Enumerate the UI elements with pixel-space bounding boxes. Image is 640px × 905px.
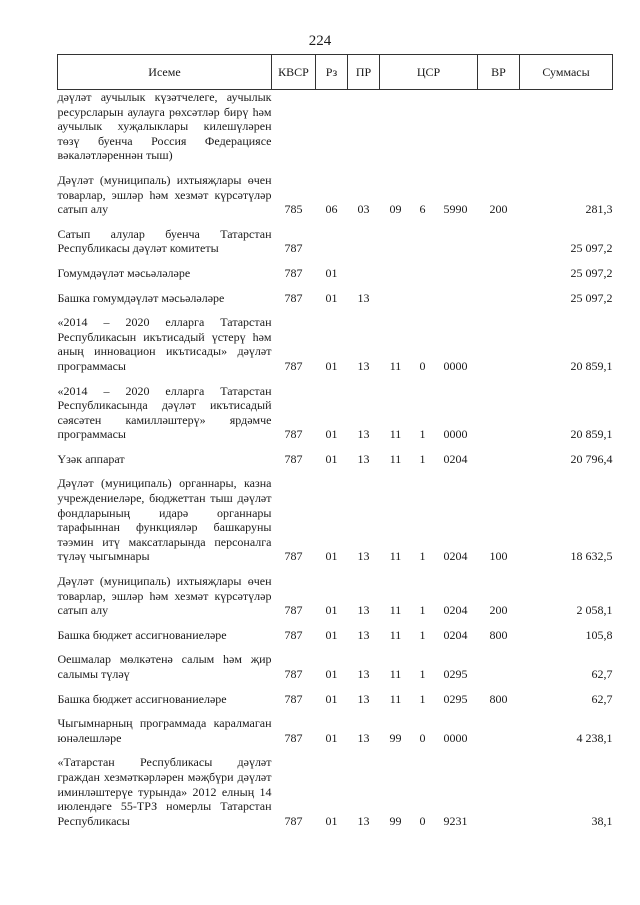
table-row xyxy=(58,90,613,165)
row-csr-subprogram: 1 xyxy=(419,603,426,618)
row-csr-program xyxy=(380,258,412,283)
row-kvsr: 787 xyxy=(284,241,303,256)
row-sum: 281,3 xyxy=(585,202,613,217)
row-name: Башка бюджет ассигнованиеләре xyxy=(57,627,227,642)
row-sum: 4 238,1 xyxy=(576,730,613,745)
row-sum: 20 859,1 xyxy=(570,358,613,373)
row-csr-program xyxy=(380,90,412,165)
row-csr-program: 11 xyxy=(389,691,402,706)
row-kvsr: 787 xyxy=(284,549,303,564)
page-number: 224 xyxy=(308,33,332,49)
row-pr: 13 xyxy=(357,730,370,745)
row-name: Чыгымнарның программада каралмаган юнәлешләре xyxy=(57,716,272,745)
row-rz: 06 xyxy=(325,202,338,217)
row-kvsr: 787 xyxy=(284,627,303,642)
row-csr-program: 11 xyxy=(389,667,402,681)
row-pr: 13 xyxy=(357,549,370,564)
row-kvsr: 787 xyxy=(284,730,303,745)
table-row xyxy=(58,566,613,620)
row-name: Оешмалар мөлкәтенә салым һәм җир салымы түләү xyxy=(57,652,272,681)
table-row xyxy=(58,283,613,308)
row-pr: 13 xyxy=(357,427,370,442)
row-pr: 13 xyxy=(357,451,370,466)
row-kvsr: 787 xyxy=(284,358,303,373)
row-pr xyxy=(348,90,380,165)
row-rz: 01 xyxy=(325,549,338,564)
row-kvsr xyxy=(272,90,316,165)
row-sum: 25 097,2 xyxy=(570,290,613,305)
row-csr-subprogram xyxy=(412,283,434,308)
row-csr-direction: 9231 xyxy=(443,813,468,828)
row-vr xyxy=(478,444,520,469)
row-csr-subprogram: 1 xyxy=(419,549,426,564)
row-name: Сатып алулар буенча Татарстан Республикасы дәүләт комитеты xyxy=(57,226,272,256)
row-csr-direction: 0295 xyxy=(443,667,468,681)
row-vr xyxy=(478,307,520,375)
row-csr-subprogram: 0 xyxy=(419,813,426,828)
row-csr-subprogram: 1 xyxy=(419,627,426,642)
row-pr xyxy=(348,219,380,258)
table-row xyxy=(58,219,613,258)
row-name: Дәүләт (муниципаль) ихтыяҗлары өчен товарлар, эшләр һәм хезмәт күрсәтүләр сатып алу xyxy=(57,172,272,217)
row-csr-subprogram: 6 xyxy=(419,202,426,217)
row-csr-direction: 0000 xyxy=(443,358,468,373)
row-kvsr: 785 xyxy=(284,202,303,217)
row-csr-subprogram xyxy=(412,258,434,283)
row-name: дәүләт аучылык күзәтчелеге, аучылык ресурсларын аулауга рөхсәтләр бирү һәм аучылык хуҗалыклары килешүләрен төзү буенча Россия Федерациясе вәкаләтләреннән тыш) xyxy=(57,90,272,163)
row-csr-program: 11 xyxy=(389,427,402,442)
header-name: Исеме xyxy=(58,55,272,90)
row-name: Үзәк аппарат xyxy=(57,451,125,466)
row-vr xyxy=(478,219,520,258)
row-csr-program: 11 xyxy=(389,627,402,642)
header-csr: ЦСР xyxy=(380,55,478,90)
row-csr-direction xyxy=(434,258,478,283)
table-row xyxy=(58,684,613,709)
table-row xyxy=(58,644,613,683)
row-csr-program: 11 xyxy=(389,549,402,564)
row-name: Гомумдәүләт мәсьәләләре xyxy=(57,265,191,280)
row-vr xyxy=(478,283,520,308)
row-sum: 25 097,2 xyxy=(570,241,613,256)
row-vr: 800 xyxy=(489,627,508,642)
row-csr-subprogram: 0 xyxy=(419,358,426,373)
table-row xyxy=(58,620,613,645)
row-sum: 2 058,1 xyxy=(576,603,613,618)
table-row xyxy=(58,708,613,747)
row-vr xyxy=(478,258,520,283)
row-csr-program: 11 xyxy=(389,451,402,466)
row-pr: 13 xyxy=(357,813,370,828)
row-kvsr: 787 xyxy=(284,667,303,681)
row-sum: 38,1 xyxy=(591,813,613,828)
table-row xyxy=(58,747,613,830)
table-row xyxy=(58,307,613,375)
row-csr-direction: 0204 xyxy=(443,549,468,564)
row-csr-subprogram: 1 xyxy=(419,691,426,706)
row-csr-subprogram: 1 xyxy=(419,427,426,442)
row-rz: 01 xyxy=(325,730,338,745)
row-csr-subprogram: 1 xyxy=(419,667,426,681)
row-pr: 13 xyxy=(357,627,370,642)
row-name: Дәүләт (муниципаль) органнары, казна учреждениеләре, бюджеттан тыш дәүләт фондларының идарә органнары тарафыннан функцияләр башкаруны тәэмин итү максатларында персоналга түләү чыгымнары xyxy=(57,476,272,564)
table-row xyxy=(58,376,613,444)
row-rz: 01 xyxy=(325,290,338,305)
row-rz: 01 xyxy=(325,358,338,373)
row-name: Дәүләт (муниципаль) ихтыяҗлары өчен товарлар, эшләр һәм хезмәт күрсәтүләр сатып алу xyxy=(57,574,272,618)
budget-table xyxy=(57,54,613,830)
row-rz: 01 xyxy=(325,603,338,618)
row-kvsr: 787 xyxy=(284,290,303,305)
row-kvsr: 787 xyxy=(284,451,303,466)
row-vr xyxy=(478,708,520,747)
row-pr xyxy=(348,258,380,283)
row-sum xyxy=(520,90,613,165)
row-rz: 01 xyxy=(325,427,338,442)
row-csr-subprogram: 0 xyxy=(419,730,426,745)
table-row xyxy=(58,444,613,469)
row-csr-program: 09 xyxy=(389,202,402,217)
row-sum: 62,7 xyxy=(591,691,613,706)
row-pr: 13 xyxy=(357,358,370,373)
row-csr-program: 99 xyxy=(389,730,402,745)
row-rz: 01 xyxy=(325,667,338,681)
row-vr: 800 xyxy=(489,691,508,706)
row-name: «2014 – 2020 елларга Татарстан Республикасында дәүләт икътисадый сәясәтен камилләштерү» ярдәмче программасы xyxy=(57,383,272,442)
row-sum: 25 097,2 xyxy=(570,265,613,280)
row-csr-direction xyxy=(434,90,478,165)
row-pr: 03 xyxy=(357,202,370,217)
row-name: «Татарстан Республикасы дәүләт граждан хезмәткәрләрен мәҗбүри дәүләт иминләштерүе турында» 2012 елның 14 июлендәге 55-ТРЗ номерлы Татарстан Республикасы xyxy=(57,755,272,828)
table-row xyxy=(58,165,613,219)
row-csr-direction: 0000 xyxy=(443,730,468,745)
header-rz: Рз xyxy=(316,55,348,90)
row-kvsr: 787 xyxy=(284,427,303,442)
row-csr-subprogram: 1 xyxy=(419,451,426,466)
row-rz xyxy=(316,90,348,165)
row-vr xyxy=(478,644,520,683)
row-sum: 20 796,4 xyxy=(570,451,613,466)
header-vr: ВР xyxy=(478,55,520,90)
row-csr-program xyxy=(380,283,412,308)
row-vr: 200 xyxy=(489,202,508,217)
header-sum: Суммасы xyxy=(520,55,613,90)
row-name: «2014 – 2020 елларга Татарстан Республикасын икътисадый үстерү һәм аның инновацион икътисады» дәүләт программасы xyxy=(57,315,272,373)
row-rz: 01 xyxy=(325,627,338,642)
row-csr-program: 11 xyxy=(389,603,402,618)
row-csr-direction: 0295 xyxy=(443,691,468,706)
row-rz: 01 xyxy=(325,691,338,706)
row-sum: 18 632,5 xyxy=(570,549,613,564)
row-csr-subprogram xyxy=(412,219,434,258)
row-rz xyxy=(316,219,348,258)
row-sum: 105,8 xyxy=(585,627,613,642)
row-rz: 01 xyxy=(325,451,338,466)
row-csr-direction: 0204 xyxy=(443,627,468,642)
row-rz: 01 xyxy=(325,813,338,828)
row-csr-direction xyxy=(434,283,478,308)
row-csr-subprogram xyxy=(412,90,434,165)
row-csr-program xyxy=(380,219,412,258)
row-csr-direction: 5990 xyxy=(443,202,468,217)
row-pr: 13 xyxy=(357,290,370,305)
row-rz: 01 xyxy=(325,265,338,280)
row-pr: 13 xyxy=(357,691,370,706)
table-row xyxy=(58,258,613,283)
row-kvsr: 787 xyxy=(284,813,303,828)
table-header xyxy=(58,55,613,90)
row-csr-direction: 0204 xyxy=(443,451,468,466)
row-name: Башка бюджет ассигнованиеләре xyxy=(57,691,227,706)
header-pr: ПР xyxy=(348,55,380,90)
row-kvsr: 787 xyxy=(284,265,303,280)
row-sum: 62,7 xyxy=(591,667,613,681)
row-csr-program: 11 xyxy=(389,358,402,373)
row-csr-direction xyxy=(434,219,478,258)
row-vr xyxy=(478,747,520,830)
row-pr: 13 xyxy=(357,603,370,618)
row-vr xyxy=(478,376,520,444)
header-kvsr: КВСР xyxy=(272,55,316,90)
table-body xyxy=(58,90,613,831)
row-vr: 200 xyxy=(489,603,508,618)
row-name: Башка гомумдәүләт мәсьәләләре xyxy=(57,290,225,305)
row-csr-program: 99 xyxy=(389,813,402,828)
row-csr-direction: 0000 xyxy=(443,427,468,442)
row-pr: 13 xyxy=(357,667,370,681)
row-vr: 100 xyxy=(489,549,508,564)
row-kvsr: 787 xyxy=(284,603,303,618)
row-kvsr: 787 xyxy=(284,691,303,706)
row-vr xyxy=(478,90,520,165)
row-sum: 20 859,1 xyxy=(570,427,613,442)
row-csr-direction: 0204 xyxy=(443,603,468,618)
table-row xyxy=(58,468,613,566)
